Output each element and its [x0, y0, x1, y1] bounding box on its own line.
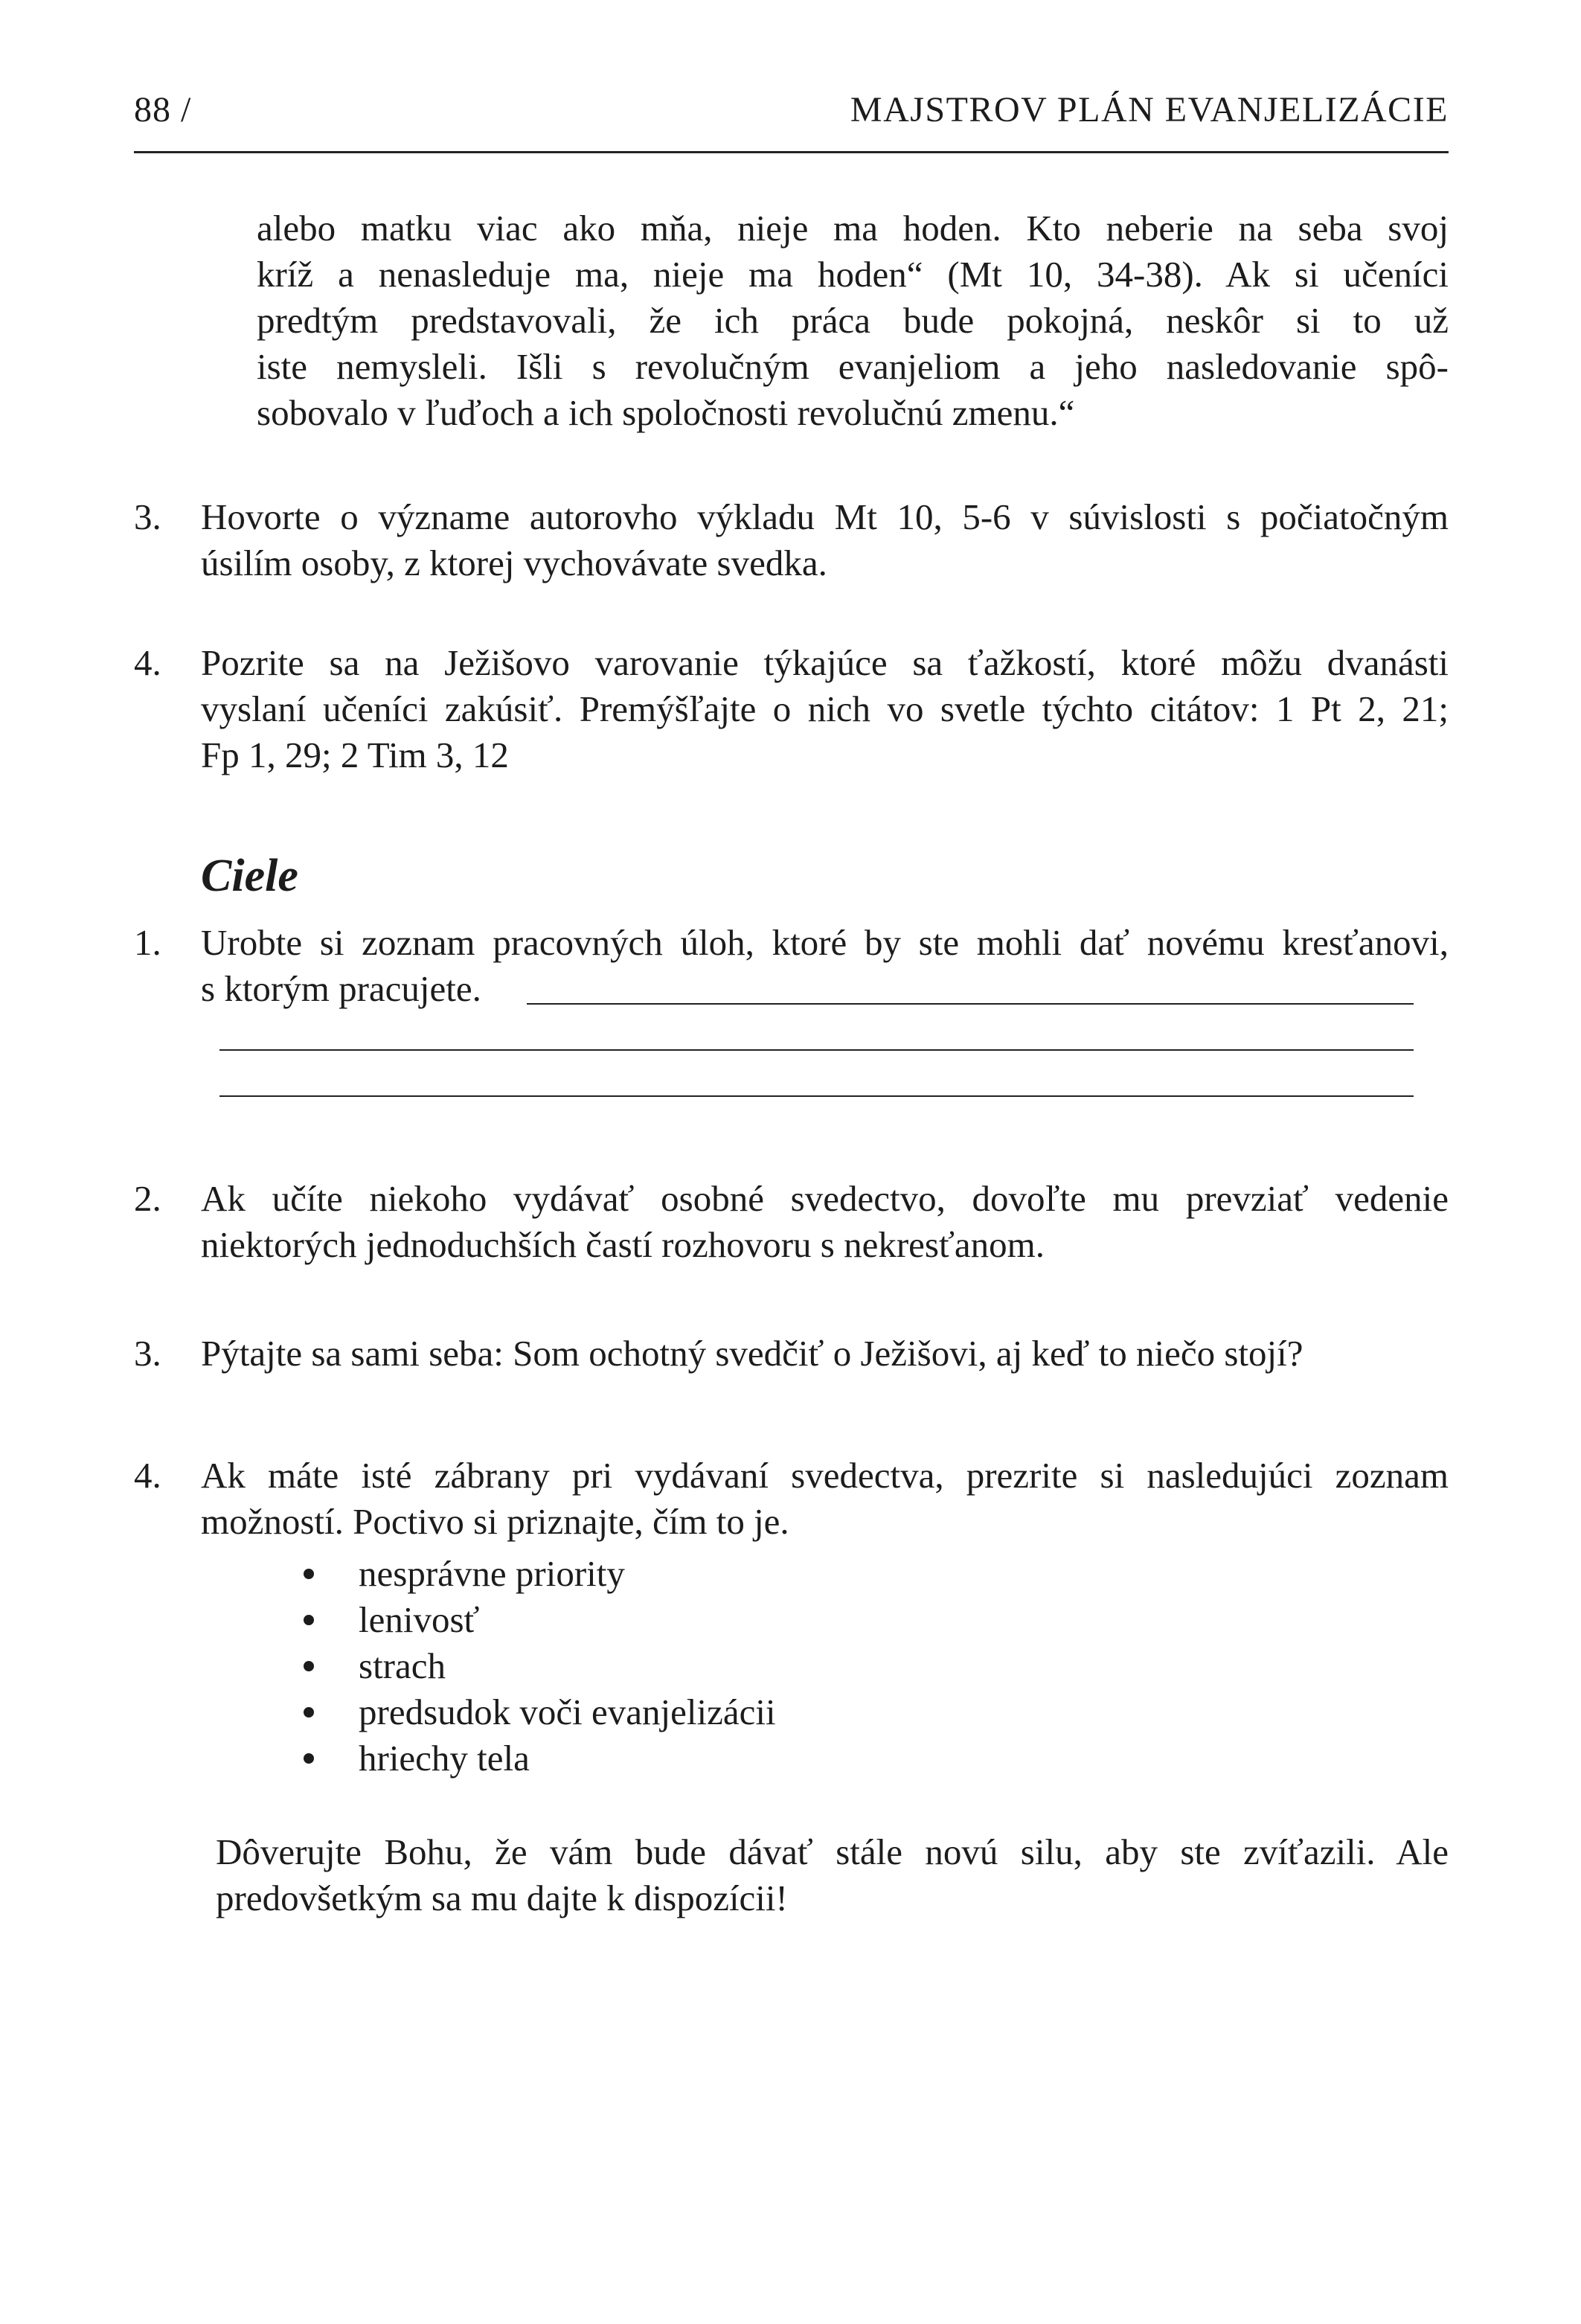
question-text: [201, 640, 1449, 778]
text-line: Ak učíte niekoho vydávať osobné svedectvo, dovoľte mu prevziať vedenie: [201, 1178, 1449, 1219]
text-line: Hovorte o význame autorovho výkladu Mt 10, 5-6 v súvislosti s počiatočným: [201, 496, 1449, 537]
bullet-icon: [304, 1569, 314, 1579]
text-line: Fp 1, 29; 2 Tim 3, 12: [201, 734, 509, 775]
section-heading: Ciele: [201, 851, 298, 901]
closing-paragraph: [216, 1829, 1449, 1921]
bullet-icon: [304, 1753, 314, 1764]
goal-text: [201, 920, 1449, 1012]
answer-line[interactable]: [527, 1003, 1414, 1005]
goal-text: [201, 1176, 1449, 1268]
text-line: predtým predstavovali, že ich práca bude pokojná, neskôr si to už: [257, 300, 1449, 341]
goal-number: 1.: [134, 922, 161, 963]
page-number: 88 /: [134, 90, 192, 129]
text-line: s ktorým pracujete.: [201, 968, 481, 1009]
list-item: [298, 1689, 776, 1735]
bullet-icon: [304, 1707, 314, 1718]
answer-line[interactable]: [219, 1049, 1414, 1051]
text-line: alebo matku viac ako mňa, nieje ma hoden. Kto neberie na seba svoj: [257, 208, 1449, 249]
text-line: Pozrite sa na Ježišovo varovanie týkajúce sa ťažkostí, ktoré môžu dvanásti: [201, 642, 1449, 683]
bullet-icon: [304, 1615, 314, 1625]
list-item: [298, 1735, 776, 1782]
quote-continuation: [257, 205, 1449, 436]
text-line: vyslaní učeníci zakúsiť. Premýšľajte o nich vo svetle týchto citátov: 1 Pt 2, 21;: [201, 688, 1449, 729]
bullet-icon: [304, 1661, 314, 1671]
text-line: Dôverujte Bohu, že vám bude dávať stále novú silu, aby ste zvíťazili. Ale: [216, 1831, 1449, 1872]
question-text: [201, 494, 1449, 586]
text-line: iste nemysleli. Išli s revolučným evanjeliom a jeho nasledovanie spô-: [257, 346, 1449, 387]
goal-text: [201, 1331, 1449, 1377]
question-number: 3.: [134, 496, 161, 537]
text-line: predovšetkým sa mu dajte k dispozícii!: [216, 1878, 788, 1918]
goal-number: 2.: [134, 1178, 161, 1219]
list-item-label: hriechy tela: [359, 1738, 530, 1779]
running-title: MAJSTROV PLÁN EVANJELIZÁCIE: [850, 90, 1449, 129]
list-item-label: strach: [359, 1645, 446, 1686]
text-line: možností. Poctivo si priznajte, čím to je.: [201, 1501, 789, 1542]
list-item-label: lenivosť: [359, 1599, 480, 1640]
text-line: úsilím osoby, z ktorej vychovávate svedka.: [201, 542, 827, 583]
header-rule: [134, 151, 1449, 153]
list-item-label: predsudok voči evanjelizácii: [359, 1691, 776, 1732]
text-line: niektorých jednoduchších častí rozhovoru s nekresťanom.: [201, 1224, 1045, 1265]
goal-text: [201, 1453, 1449, 1545]
text-line: Pýtajte sa sami seba: Som ochotný svedčiť o Ježišovi, aj keď to niečo stojí?: [201, 1333, 1303, 1374]
text-line: Ak máte isté zábrany pri vydávaní svedectva, prezrite si nasledujúci zoznam: [201, 1455, 1449, 1496]
question-number: 4.: [134, 642, 161, 683]
goal-number: 4.: [134, 1455, 161, 1496]
goal-number: 3.: [134, 1333, 161, 1374]
text-line: sobovalo v ľuďoch a ich spoločnosti revolučnú zmenu.“: [257, 392, 1075, 433]
list-item-label: nesprávne priority: [359, 1553, 625, 1594]
list-item: [298, 1551, 776, 1597]
answer-line[interactable]: [219, 1095, 1414, 1097]
list-item: [298, 1643, 776, 1689]
text-line: kríž a nenasleduje ma, nieje ma hoden“ (Mt 10, 34-38). Ak si učeníci: [257, 254, 1449, 295]
list-item: [298, 1597, 776, 1643]
hindrance-list: [298, 1551, 776, 1782]
text-line: Urobte si zoznam pracovných úloh, ktoré by ste mohli dať novému kresťanovi,: [201, 922, 1449, 963]
